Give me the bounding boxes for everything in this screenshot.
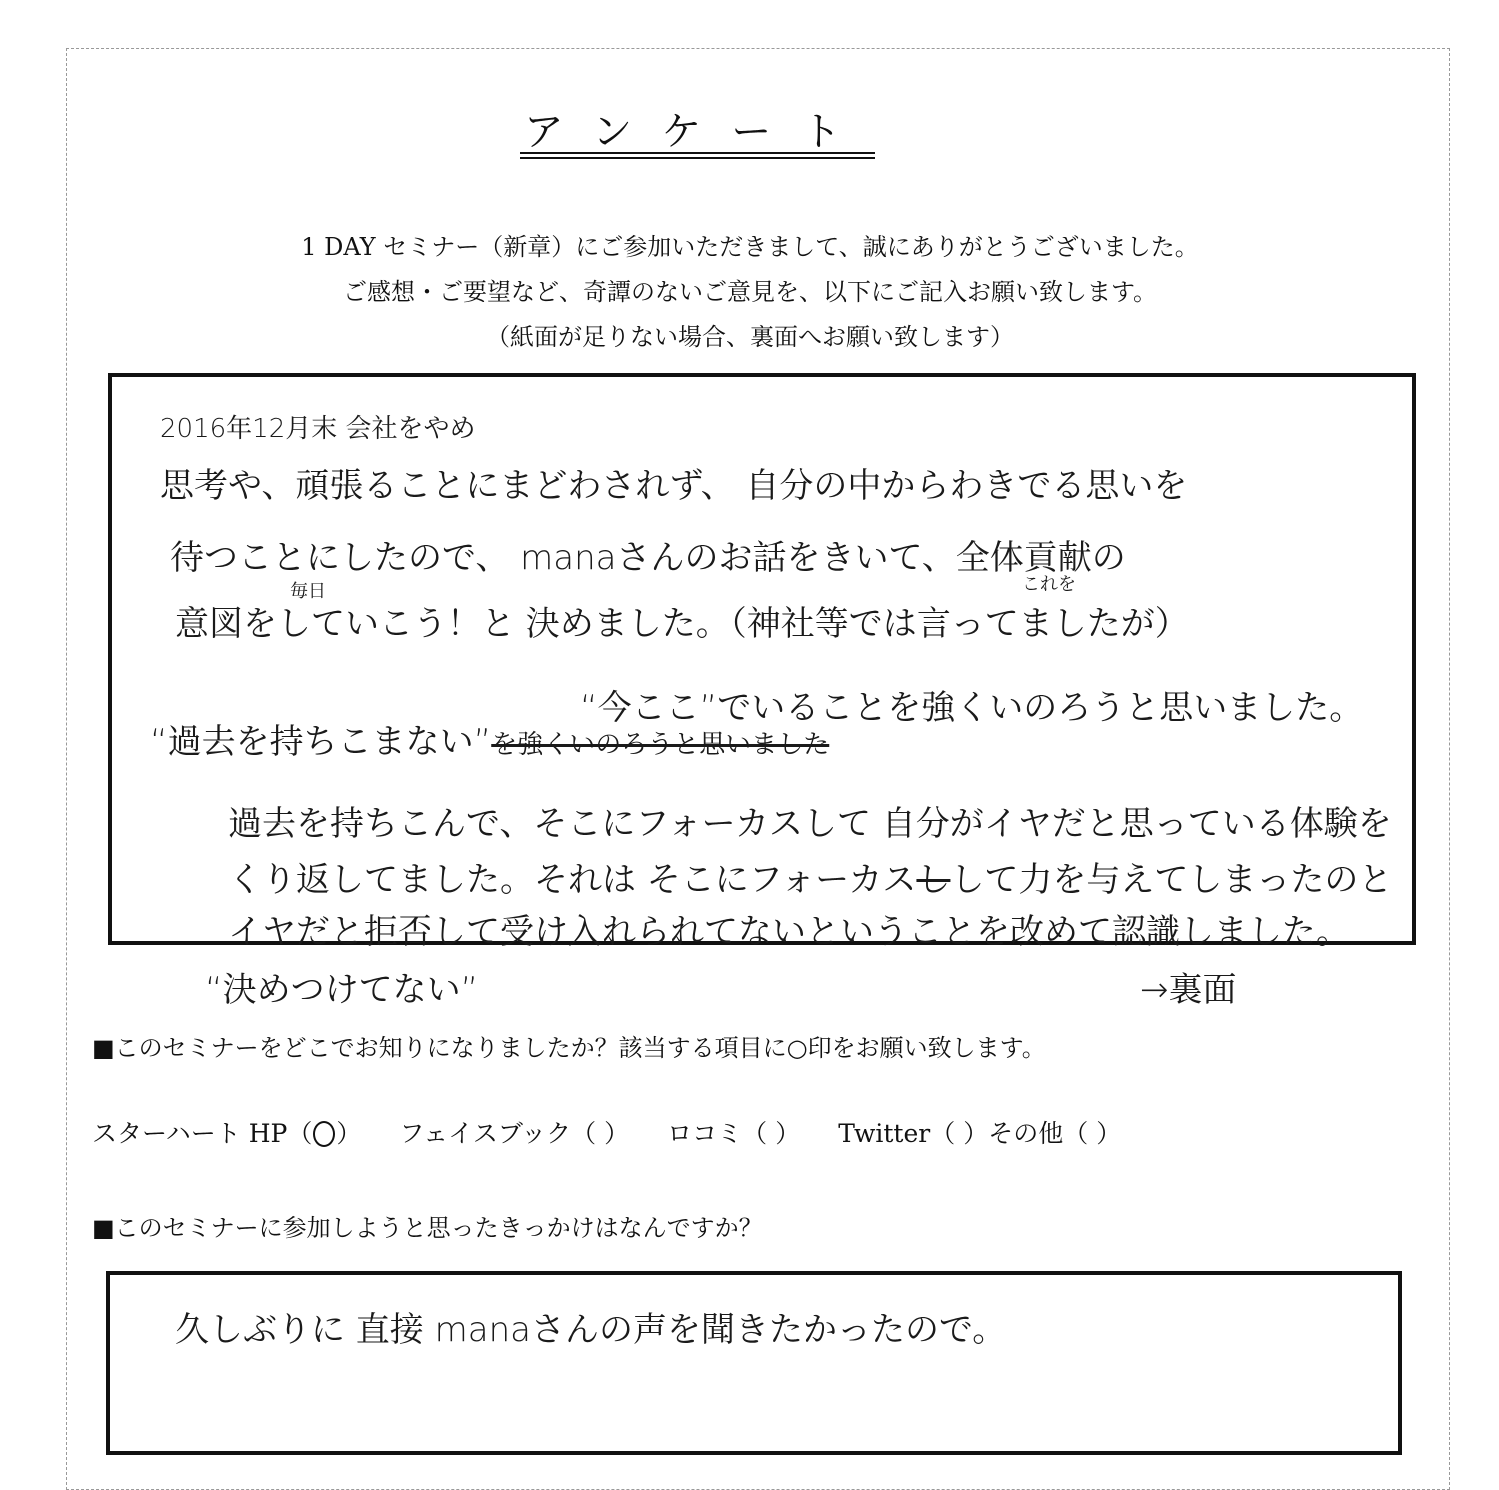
answer1-line-4-a: 意図を bbox=[175, 604, 277, 644]
paren-close: ） bbox=[336, 1119, 362, 1148]
option-facebook[interactable] bbox=[399, 1114, 629, 1150]
answer1-line-5: “今ここ”でいることを強くいのろうと思いました。 bbox=[580, 688, 1364, 728]
answer1-line-8-b: して力を与えてしまったのと bbox=[950, 860, 1393, 900]
answer1-below-left: “決めつけてない” bbox=[205, 970, 479, 1010]
option-label: フェイスブック bbox=[399, 1119, 572, 1148]
paren-open: （ bbox=[930, 1119, 956, 1148]
paren-open: （ bbox=[742, 1119, 768, 1148]
answer1-line-1: 2016年12月末 会社をやめ bbox=[160, 414, 476, 444]
question-1: ■このセミナーをどこでお知りになりましたか？該当する項目に○印をお願い致します。 bbox=[92, 1034, 1046, 1062]
question-2: ■このセミナーに参加しようと思ったきっかけはなんですか？ bbox=[92, 1214, 763, 1242]
option-label: ロコミ bbox=[667, 1119, 743, 1148]
source-options bbox=[92, 1114, 1159, 1150]
answer1-line-8-struck: し bbox=[916, 860, 951, 900]
answer1-line-8 bbox=[228, 852, 1392, 901]
option-label: Twitter bbox=[838, 1119, 931, 1148]
answer1-line-4 bbox=[175, 596, 1189, 645]
title-underline bbox=[520, 152, 875, 154]
answer-box-2[interactable] bbox=[106, 1271, 1402, 1455]
intro-line-2: ご感想・ご要望など、奇譚のないご意見を、以下にご記入お願い致します。 bbox=[342, 278, 1158, 306]
answer1-line-7: 過去を持ちこんで、そこにフォーカスして 自分がイヤだと思っている体験を bbox=[228, 804, 1392, 844]
paren-close: ） bbox=[963, 1119, 989, 1148]
answer1-line-9: イヤだと拒否して受け入れられてないということを改めて認識しました。 bbox=[228, 912, 1350, 952]
answer1-line-8-a: くり返してました。それは そこにフォーカス bbox=[228, 860, 917, 900]
option-twitter[interactable] bbox=[838, 1114, 988, 1150]
selected-circle-mark bbox=[312, 1119, 336, 1148]
answer1-line-4-b: していこう！と 決めました。（神社等では bbox=[277, 604, 917, 644]
option-other[interactable] bbox=[988, 1114, 1121, 1150]
paren-close: ） bbox=[604, 1119, 630, 1148]
paren-close: ） bbox=[775, 1119, 801, 1148]
answer1-insert-mainichi: 毎日 bbox=[290, 581, 326, 602]
answer1-line-6 bbox=[150, 714, 829, 763]
paren-open: （ bbox=[287, 1119, 313, 1148]
paren-open: （ bbox=[1063, 1119, 1089, 1148]
answer1-below-right: →裏面 bbox=[1140, 970, 1237, 1010]
answer1-line-6-a: “過去を持ちこまない” bbox=[150, 722, 492, 762]
answer2-text: 久しぶりに 直接 manaさんの声を聞きたかったので。 bbox=[175, 1310, 1007, 1350]
option-label: スターハート HP bbox=[92, 1119, 288, 1148]
paren-close: ） bbox=[1096, 1119, 1122, 1148]
option-kuchikomi[interactable] bbox=[667, 1114, 800, 1150]
page-title: アンケート bbox=[520, 100, 875, 159]
answer1-line-2: 思考や、頑張ることにまどわされず、 自分の中からわきでる思いを bbox=[160, 466, 1188, 506]
paren-open: （ bbox=[571, 1119, 597, 1148]
intro-line-1: 1 DAY セミナー（新章）にご参加いただきまして、誠にありがとうございました。 bbox=[301, 233, 1199, 261]
answer1-insert-korewo: これを bbox=[1022, 574, 1076, 595]
option-label: その他 bbox=[988, 1119, 1064, 1148]
intro-line-3: （紙面が足りない場合、裏面へお願い致します） bbox=[486, 323, 1014, 351]
answer1-line-3: 待つことにしたので、 manaさんのお話をきいて、全体貢献の bbox=[170, 538, 1126, 578]
answer1-line-6-struck: を強くいのろうと思いました bbox=[491, 730, 830, 760]
answer1-line-4-c: 言ってましたが） bbox=[916, 604, 1189, 644]
option-starheart-hp[interactable] bbox=[92, 1114, 361, 1150]
